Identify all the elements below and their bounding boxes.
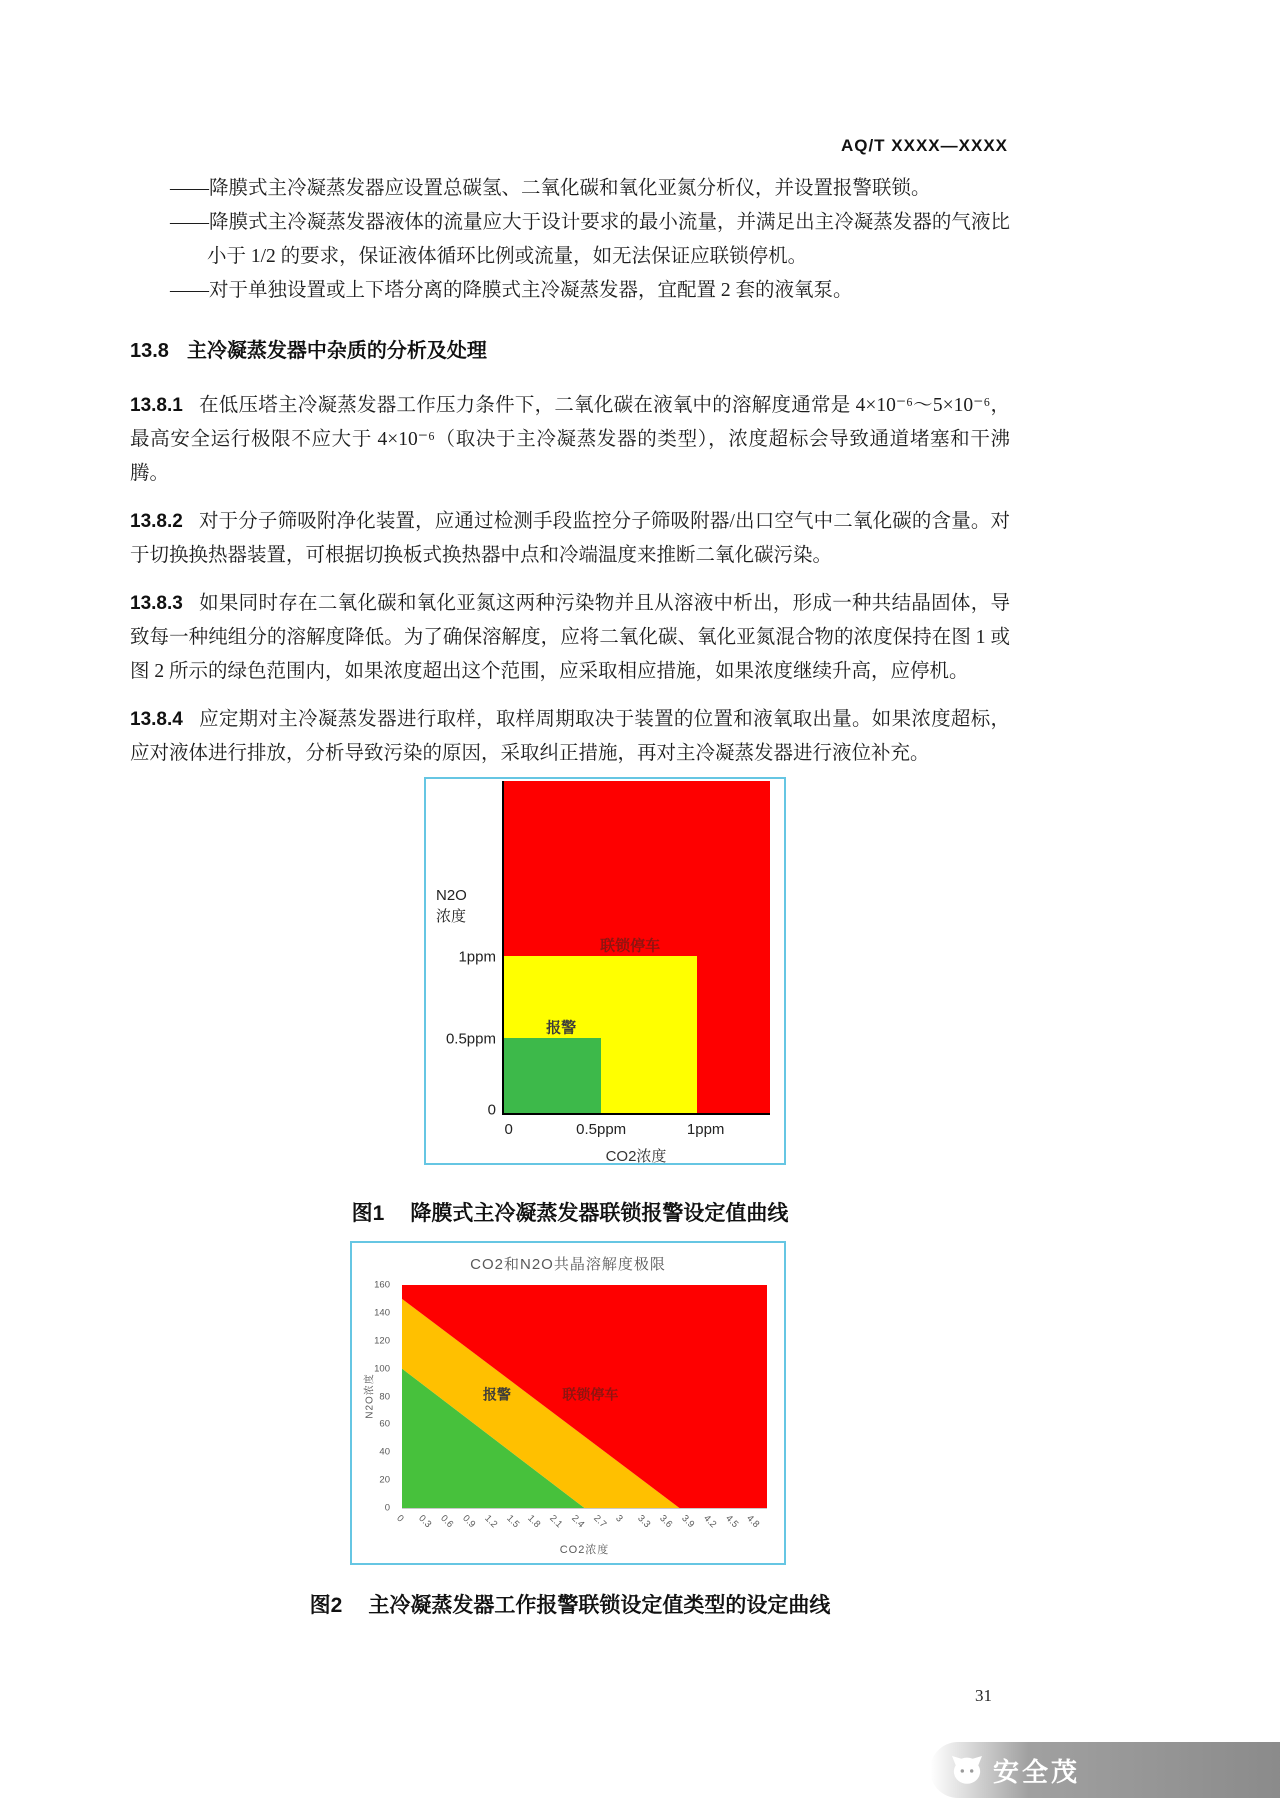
figure-1 <box>424 777 786 1165</box>
figure-2-x-axis-line <box>402 1508 767 1509</box>
figure-2-y-tick-label: 0 <box>384 1502 390 1514</box>
figure-1-y-tick-label: 0 <box>487 1101 496 1119</box>
figure-1-x-axis-title: CO2浓度 <box>605 1148 667 1165</box>
figure-2-caption-title: 主冷凝蒸发器工作报警联锁设定值类型的设定曲线 <box>368 1594 831 1617</box>
clause-text: 应定期对主冷凝蒸发器进行取样，取样周期取决于装置的位置和液氧取出量。如果浓度超标，应对液体进行排放，分析导致污染的原因，采取纠正措施，再对主冷凝蒸发器进行液位补充。 <box>130 709 1010 764</box>
figure-1-y-tick-label: 1ppm <box>458 948 496 966</box>
figure-1-caption-label: 图1 <box>351 1202 385 1225</box>
dash-list-item: ——对于单独设置或上下塔分离的降膜式主冷凝蒸发器，宜配置 2 套的液氧泵。 <box>170 280 853 301</box>
figure-2-x-tick-label: 2.4 <box>569 1513 587 1531</box>
figure-2-x-tick-label: 1.5 <box>503 1513 521 1531</box>
figure-1-caption <box>130 1197 1010 1227</box>
figure-2-y-tick-label: 120 <box>374 1335 390 1347</box>
figure-1-plot-area <box>502 781 770 1115</box>
figure-1-region-label: 联锁停车 <box>600 937 661 955</box>
clause-paragraph <box>130 703 1010 771</box>
figure-1-x-ticks <box>502 1121 770 1143</box>
figure-2-y-tick-label: 20 <box>379 1474 390 1486</box>
figure-2-y-tick-label: 40 <box>379 1446 390 1458</box>
clause-paragraph <box>130 505 1010 573</box>
figure-2-x-tick-label: 0.6 <box>438 1513 456 1531</box>
clause-number: 13.8.3 <box>130 593 183 614</box>
figure-1-x-tick-label: 0 <box>504 1121 513 1138</box>
figure-2-x-tick-label: 1.8 <box>525 1513 543 1531</box>
figure-2-y-tick-label: 160 <box>374 1279 390 1291</box>
clause-number: 13.8.2 <box>130 511 183 532</box>
figure-2-x-tick-label: 2.1 <box>547 1513 565 1531</box>
page-number: 31 <box>975 1686 992 1705</box>
section-title: 主冷凝蒸发器中杂质的分析及处理 <box>186 340 487 362</box>
figure-2-x-ticks <box>394 1513 767 1539</box>
figure-1-x-tick-label: 1ppm <box>686 1121 725 1138</box>
figure-2-area-chart <box>402 1285 767 1508</box>
dash-list-item: ——降膜式主冷凝蒸发器液体的流量应大于设计要求的最小流量，并满足出主冷凝蒸发器的气液比小于 1/2 的要求，保证液体循环比例或流量，如无法保证应联锁停机。 <box>170 212 1010 267</box>
figure-2-x-axis-title: CO2浓度 <box>559 1544 610 1556</box>
figure-1-caption-title: 降膜式主冷凝蒸发器联锁报警设定值曲线 <box>410 1202 789 1225</box>
figure-2-region-label: 联锁停车 <box>562 1386 619 1403</box>
figure-2 <box>350 1241 786 1565</box>
figure-2-caption <box>130 1589 1010 1619</box>
figure-2-x-tick-label: 3.9 <box>678 1513 697 1531</box>
dash-list-item: ——降膜式主冷凝蒸发器应设置总碳氢、二氧化碳和氧化亚氮分析仪，并设置报警联锁。 <box>170 178 931 199</box>
doc-code: AQ/T XXXX—XXXX <box>840 136 1008 155</box>
watermark-text: 安全茂 <box>993 1756 1081 1787</box>
clause-text: 对于分子筛吸附净化装置，应通过检测手段监控分子筛吸附器/出口空气中二氧化碳的含量。对于切换换热器装置，可根据切换板式换热器中点和冷端温度来推断二氧化碳污染。 <box>130 511 1010 566</box>
figure-2-region-label: 报警 <box>482 1386 511 1403</box>
content-column <box>130 0 1010 1619</box>
figure-2-y-tick-label: 140 <box>374 1307 390 1319</box>
figure-1-y-ticks <box>426 781 499 1119</box>
figure-2-y-tick-label: 80 <box>379 1391 390 1402</box>
figure-1-x-tick-label: 0.5ppm <box>576 1121 627 1138</box>
section-number: 13.8 <box>130 340 169 362</box>
figure-2-x-tick-label: 2.7 <box>591 1513 609 1531</box>
figure-2-x-tick-label: 3.6 <box>657 1513 675 1531</box>
figure-1-y-axis-title-line: 浓度 <box>436 908 467 925</box>
figure-2-x-tick-label: 0.9 <box>459 1513 478 1531</box>
section-heading <box>130 334 1010 363</box>
figure-2-y-tick-label: 100 <box>374 1363 390 1375</box>
figure-2-x-tick-label: 4.2 <box>700 1513 718 1531</box>
figure-1-y-tick-label: 0.5ppm <box>445 1030 496 1048</box>
figure-2-x-tick-label: 3.3 <box>635 1513 653 1531</box>
clause-text: 如果同时存在二氧化碳和氧化亚氮这两种污染物并且从溶液中析出，形成一种共结晶固体，导致每一种纯组分的溶解度降低。为了确保溶解度，应将二氧化碳、氧化亚氮混合物的浓度保持在图 1 或图 2 所示的绿色范围内，如果浓度超出这个范围，应采取相应措施，如果浓度继续升高，应停机。 <box>130 593 1010 682</box>
figure-2-y-ticks <box>352 1279 396 1514</box>
figure-2-x-tick-label: 0 <box>394 1513 406 1525</box>
clause-paragraph <box>130 587 1010 689</box>
figure-2-x-tick-label: 1.2 <box>481 1513 499 1531</box>
figure-2-chart-title: CO2和N2O共晶溶解度极限 <box>470 1256 666 1273</box>
cat-logo-icon <box>950 1755 984 1785</box>
figure-1-region <box>504 1038 601 1113</box>
clause-number: 13.8.4 <box>130 709 183 730</box>
figure-1-region-label: 报警 <box>546 1019 577 1037</box>
figure-1-y-axis-title-line: N2O <box>436 887 467 904</box>
figure-2-x-tick-label: 4.8 <box>744 1513 762 1531</box>
figure-2-x-tick-label: 4.5 <box>722 1513 740 1531</box>
clause-text: 在低压塔主冷凝蒸发器工作压力条件下，二氧化碳在液氧中的溶解度通常是 4×10⁻⁶～5×10⁻⁶，最高安全运行极限不应大于 4×10⁻⁶（取决于主冷凝蒸发器的类型），浓度超标会导致通道堵塞和干沸腾。 <box>130 395 1010 484</box>
figure-2-y-tick-label: 60 <box>379 1418 390 1430</box>
figure-2-y-axis-title: N2O浓度 <box>364 1373 376 1419</box>
figure-2-plot-area <box>402 1285 767 1508</box>
figure-2-x-tick-label: 0.3 <box>416 1513 434 1531</box>
clause-paragraph <box>130 389 1010 491</box>
watermark-banner <box>930 1742 1280 1798</box>
clause-number: 13.8.1 <box>130 395 183 416</box>
figure-2-caption-label: 图2 <box>309 1594 343 1617</box>
figure-2-x-tick-label: 3 <box>613 1513 625 1525</box>
